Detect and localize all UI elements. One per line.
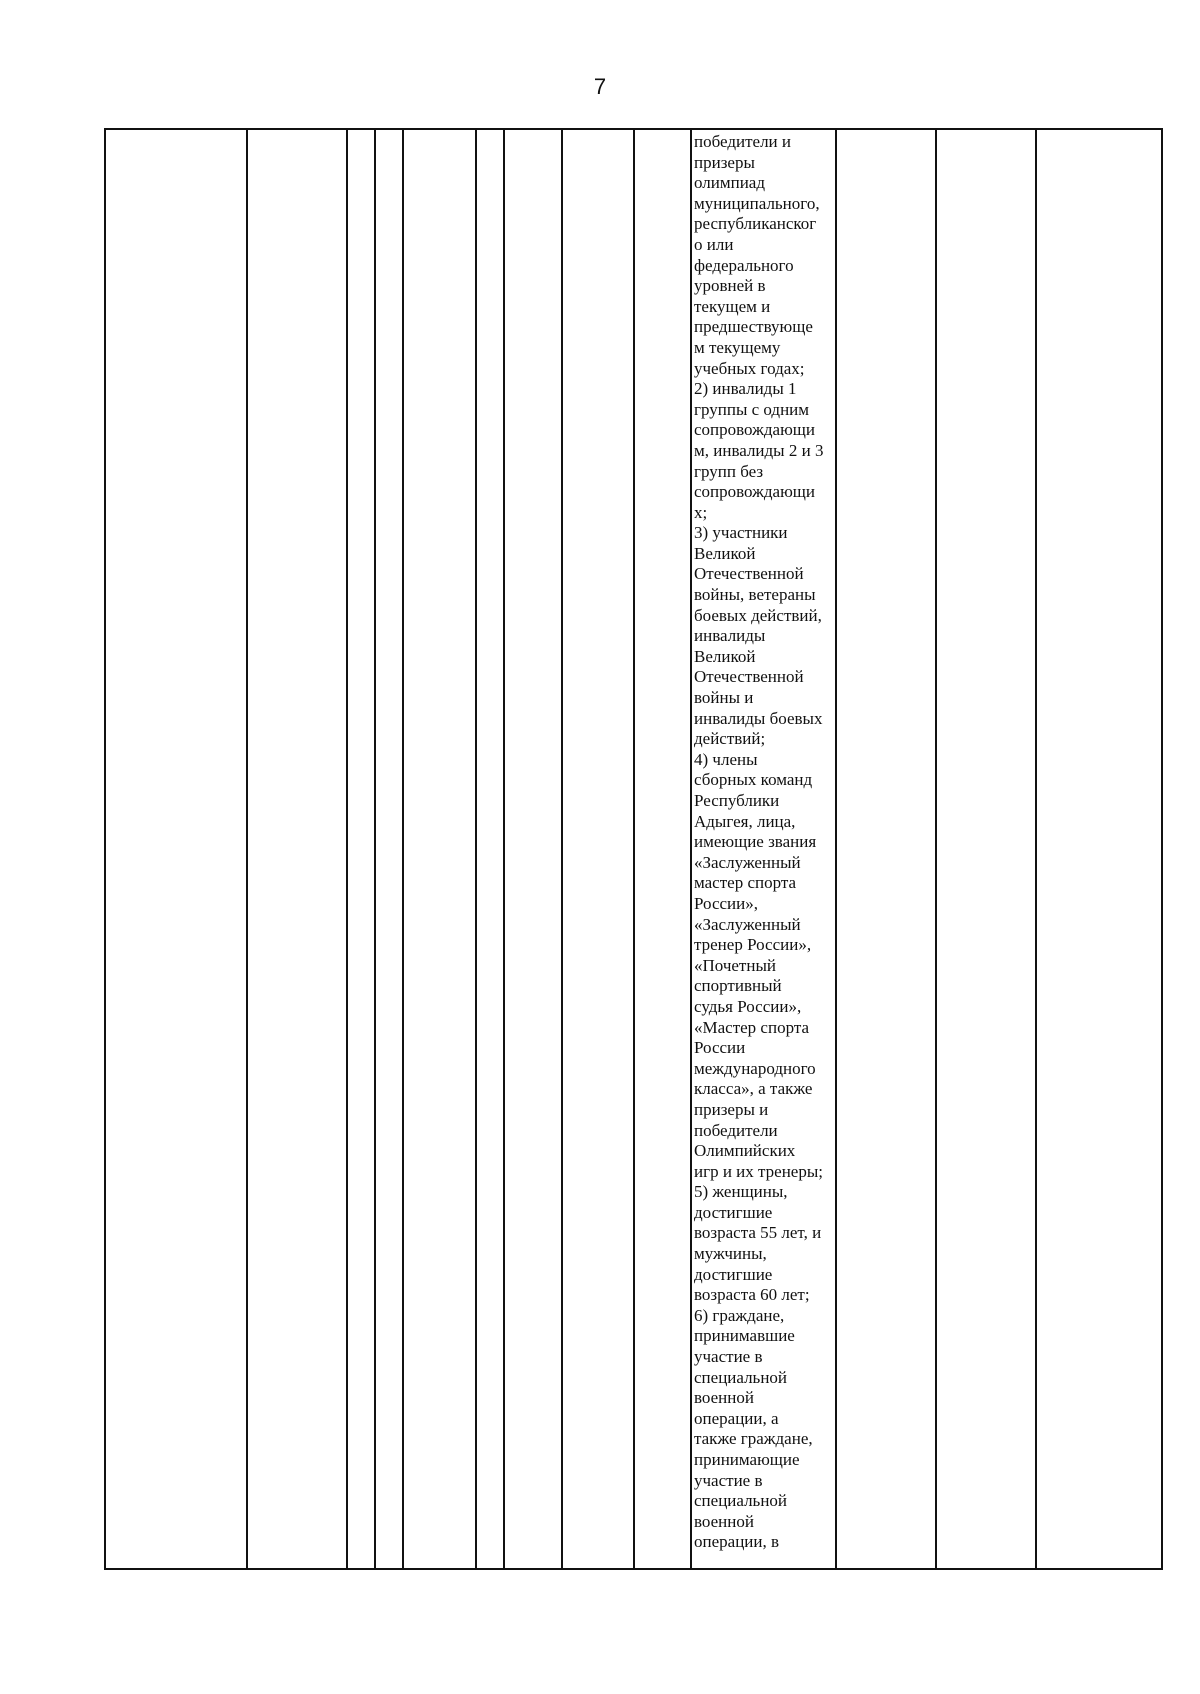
cell-text-line: победители и bbox=[694, 132, 791, 151]
cell-text-line: тренер России», bbox=[694, 935, 812, 955]
cell-text-line: о или bbox=[694, 234, 734, 254]
cell-text-line: текущем и bbox=[694, 296, 771, 316]
benefit-categories-cell bbox=[692, 130, 836, 1553]
cell-text-line: федерального bbox=[694, 255, 794, 275]
cell-text-line: России», bbox=[694, 893, 758, 913]
cell-text-line: войны, ветераны bbox=[694, 585, 816, 605]
cell-text-line: х; bbox=[694, 502, 708, 522]
cell-text-line: м текущему bbox=[694, 337, 781, 357]
cell-text-line: войны и bbox=[694, 688, 754, 708]
page-number: 7 bbox=[593, 74, 607, 99]
cell-text-line: инвалиды боевых bbox=[694, 708, 823, 728]
cell-text-line: игр и их тренеры; bbox=[694, 1161, 823, 1181]
cell-text-line: республиканског bbox=[694, 214, 817, 234]
cell-text-line: 2) инвалиды 1 bbox=[694, 379, 797, 399]
cell-text-line: международного bbox=[694, 1058, 816, 1078]
cell-text-line: специальной bbox=[694, 1491, 788, 1511]
cell-text-line: операции, в bbox=[694, 1532, 780, 1552]
cell-text-line: учебных годах; bbox=[694, 358, 805, 378]
cell-text-line: России bbox=[694, 1038, 746, 1058]
cell-text-line: группы с одним bbox=[694, 399, 810, 419]
column-divider bbox=[1035, 130, 1037, 1568]
cell-text-line: принимающие bbox=[694, 1450, 800, 1469]
cell-text-line: Олимпийских bbox=[694, 1141, 796, 1161]
cell-text-line: Великой bbox=[694, 646, 756, 666]
cell-text-line: операции, а bbox=[694, 1408, 779, 1428]
column-divider bbox=[475, 130, 477, 1568]
cell-text-line: сопровождающи bbox=[694, 420, 815, 440]
cell-text-line: м, инвалиды 2 и 3 bbox=[694, 440, 824, 460]
cell-text-line: достигшие bbox=[694, 1264, 773, 1284]
cell-text-line: 5) женщины, bbox=[694, 1182, 788, 1202]
cell-text-line: также граждане, bbox=[694, 1429, 813, 1449]
cell-text-line: мастер спорта bbox=[694, 873, 797, 893]
cell-text-line: специальной bbox=[694, 1367, 788, 1387]
cell-text-line: спортивный bbox=[694, 976, 782, 996]
document-table bbox=[104, 128, 1163, 1570]
cell-text-line: боевых действий, bbox=[694, 605, 822, 625]
cell-text-line: Великой bbox=[694, 543, 756, 563]
cell-text-line: Отечественной bbox=[694, 667, 804, 687]
cell-text-line: 4) члены bbox=[694, 749, 758, 769]
cell-text-line: 3) участники bbox=[694, 523, 788, 543]
cell-text-line: достигшие bbox=[694, 1202, 773, 1222]
cell-text-line: уровней в bbox=[694, 276, 766, 296]
column-divider bbox=[346, 130, 348, 1568]
column-divider bbox=[633, 130, 635, 1568]
cell-text-line: возраста 55 лет, и bbox=[694, 1223, 822, 1243]
cell-text-line: муниципального, bbox=[694, 193, 820, 213]
column-divider bbox=[246, 130, 248, 1568]
cell-text-line: предшествующе bbox=[694, 317, 813, 337]
cell-text-line: победители bbox=[694, 1120, 778, 1140]
cell-text-line: «Заслуженный bbox=[694, 914, 801, 934]
cell-text-line: принимавшие bbox=[694, 1326, 795, 1346]
cell-text-line: действий; bbox=[694, 729, 766, 749]
cell-text-line: призеры bbox=[694, 152, 755, 172]
cell-text-line: Адыгея, лица, bbox=[694, 811, 796, 831]
cell-text-line: призеры и bbox=[694, 1099, 769, 1119]
cell-text-line: 6) граждане, bbox=[694, 1305, 785, 1325]
cell-text-line: олимпиад bbox=[694, 173, 766, 193]
cell-text-line: имеющие звания bbox=[694, 832, 817, 852]
cell-text-line: сопровождающи bbox=[694, 482, 815, 502]
cell-text-line: возраста 60 лет; bbox=[694, 1285, 810, 1305]
cell-text-line: военной bbox=[694, 1511, 754, 1531]
cell-text-line: «Мастер спорта bbox=[694, 1017, 810, 1037]
cell-text-line: Республики bbox=[694, 791, 780, 810]
column-divider bbox=[374, 130, 376, 1568]
column-divider bbox=[503, 130, 505, 1568]
column-divider bbox=[561, 130, 563, 1568]
cell-text-line: инвалиды bbox=[694, 626, 766, 646]
cell-text-line: групп без bbox=[694, 461, 764, 481]
cell-text-line: Отечественной bbox=[694, 564, 804, 584]
cell-text-line: судья России», bbox=[694, 996, 802, 1016]
cell-text-line: мужчины, bbox=[694, 1244, 767, 1264]
cell-text-line: сборных команд bbox=[694, 770, 813, 790]
cell-text-line: военной bbox=[694, 1388, 754, 1408]
cell-text-line: класса», а также bbox=[694, 1079, 813, 1099]
cell-text-line: участие в bbox=[694, 1347, 763, 1367]
cell-text-line: «Почетный bbox=[694, 955, 776, 975]
cell-text-line: участие в bbox=[694, 1470, 763, 1490]
column-divider bbox=[402, 130, 404, 1568]
cell-text-line: «Заслуженный bbox=[694, 852, 801, 872]
column-divider bbox=[935, 130, 937, 1568]
